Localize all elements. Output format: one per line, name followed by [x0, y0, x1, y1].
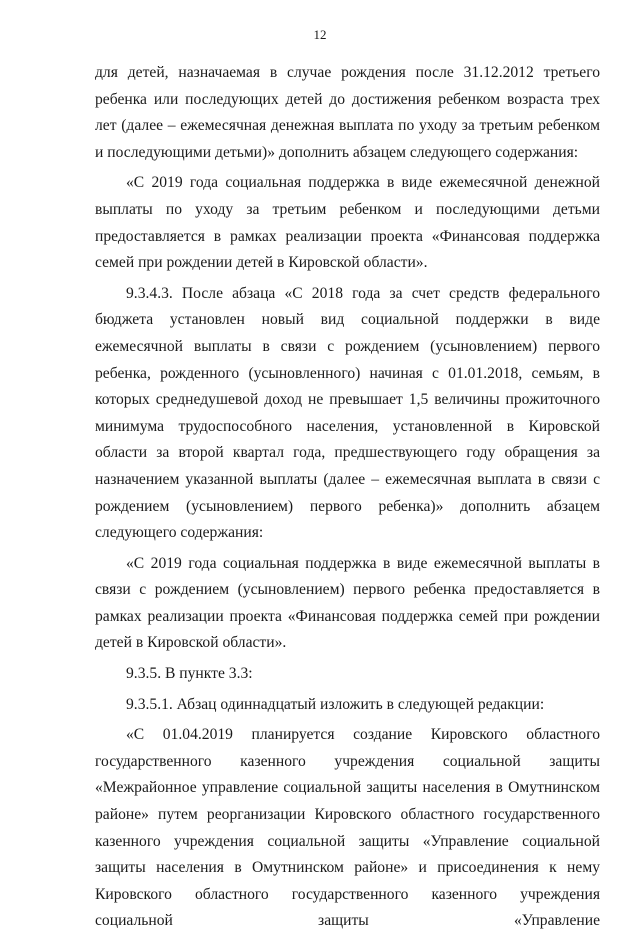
- document-body: [95, 60, 600, 935]
- paragraph-9-3-5: 9.3.5. В пункте 3.3:: [126, 665, 253, 683]
- paragraph-continuation: для детей, назначаемая в случае рождения после 31.12.2012 третьего ребенка или последующих детей до достижения ребенком возраста трех лет (далее – ежемесячная денежная выплата по уходу за третьим ребенком и последующими детьми)» дополнить абзацем следующего содержания:: [95, 64, 600, 161]
- paragraph-quote-third-child: «С 2019 года социальная поддержка в виде ежемесячной денежной выплаты по уходу за третьим ребенком и последующими детьми предоставляется в рамках реализации проекта «Финансовая поддержка семей при рождении детей в Кировской области».: [95, 174, 600, 272]
- paragraph-9-3-5-1: 9.3.5.1. Абзац одиннадцатый изложить в следующей редакции:: [126, 695, 545, 713]
- page-number: 12: [313, 27, 327, 42]
- paragraph-quote-omutninsk: «С 01.04.2019 планируется создание Кировского областного государственного казенного учреждения социальной защиты «Межрайонное управление социальной защиты населения в Омутнинском районе» путем реорганизации Кировского областного государственного казенного учреждения социальной защиты «Управление социальной защиты населения в Омутнинском районе» и присоединения к нему Кировского областного государственного казенного учреждения социальной защиты «Управление: [95, 726, 600, 930]
- paragraph-9-3-4-3: 9.3.4.3. После абзаца «С 2018 года за счет средств федерального бюджета установлен новый вид социальной поддержки в виде ежемесячной выплаты в связи с рождением (усыновлением) первого ребенка, рожденного (усыновленного) начиная с 01.01.2018, семьям, в которых среднедушевой доход не превышает 1,5 величины прожиточного минимума трудоспособного населения, установленной в Кировской области за второй квартал года, предшествующего году обращения за назначением указанной выплаты (далее – ежемесячная выплата в связи с рождением (усыновлением) первого ребенка)» дополнить абзацем следующего содержания:: [95, 284, 600, 542]
- paragraph-quote-first-child: «С 2019 года социальная поддержка в виде ежемесячной выплаты в связи с рождением (усыновлением) первого ребенка предоставляется в рамках реализации проекта «Финансовая поддержка семей при рождении детей в Кировской области».: [95, 554, 600, 652]
